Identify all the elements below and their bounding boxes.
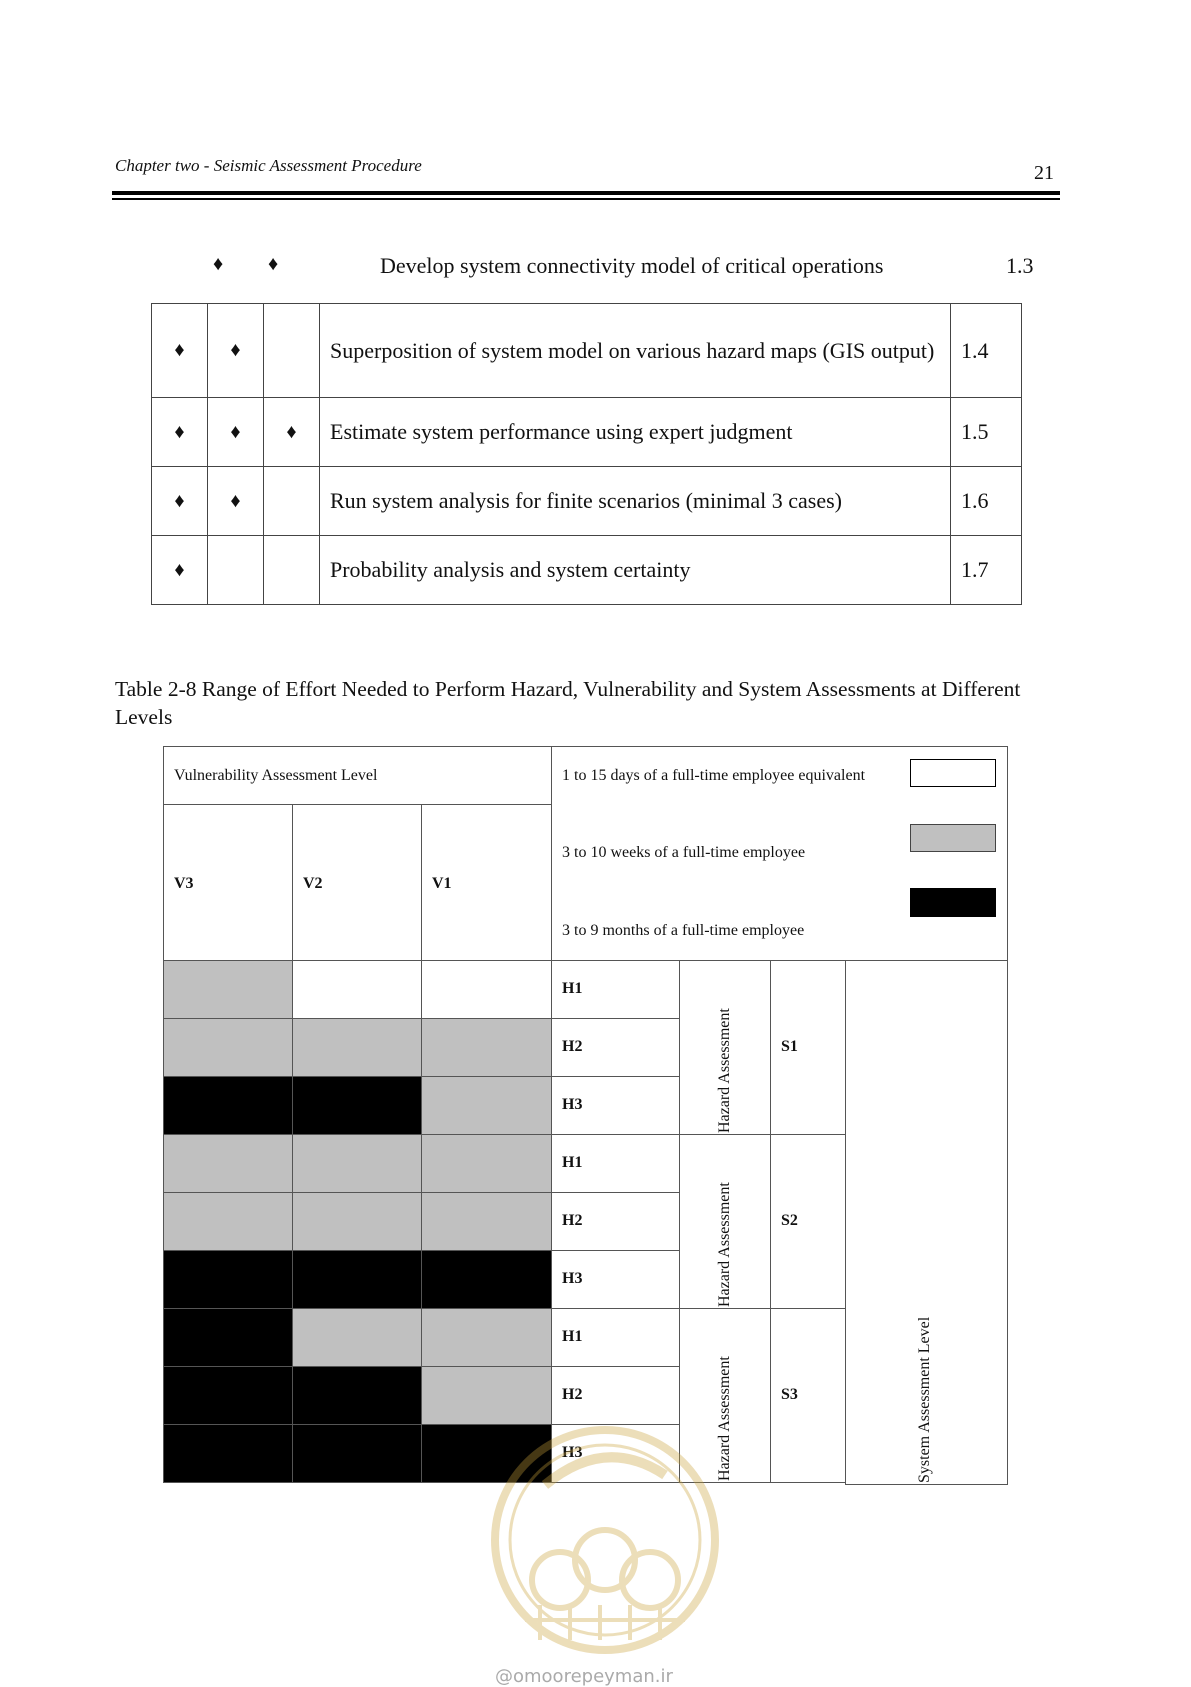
- step-number: 1.7: [951, 536, 1022, 605]
- hazard-assessment-cell: [679, 1134, 771, 1309]
- watermark-logo-icon: [485, 1415, 725, 1655]
- level-header-cell: [292, 804, 422, 961]
- effort-cell-white: [421, 960, 552, 1019]
- hazard-assessment-cell: [679, 960, 771, 1135]
- diamond-marker: ♦: [152, 304, 208, 398]
- hazard-level: H3: [562, 1270, 583, 1287]
- hazard-level-cell: [551, 1192, 680, 1251]
- effort-cell-gray: [163, 1134, 293, 1193]
- level-v2: V2: [303, 875, 323, 892]
- table-caption: Table 2-8 Range of Effort Needed to Perform Hazard, Vulnerability and System Assessments at Different Levels: [115, 677, 1021, 729]
- hazard-level-cell: [551, 1134, 680, 1193]
- effort-cell-black: [163, 1250, 293, 1309]
- effort-cell-black: [292, 1366, 422, 1425]
- diamond-marker: ♦: [208, 467, 264, 536]
- system-level-cell: [770, 1134, 846, 1309]
- hazard-level: H2: [562, 1212, 583, 1229]
- system-level: S2: [781, 1212, 798, 1229]
- vulnerability-header-cell: [163, 746, 552, 805]
- hazard-level: H1: [562, 980, 583, 997]
- legend-swatch-black: [910, 888, 996, 917]
- level-header-cell: [163, 804, 293, 961]
- system-level: S1: [781, 1038, 798, 1055]
- system-level-cell: [770, 1308, 846, 1483]
- running-header: Chapter two - Seismic Assessment Procedure: [115, 156, 422, 175]
- diamond-marker: ♦: [208, 398, 264, 467]
- legend-label: 3 to 9 months of a full-time employee: [562, 922, 805, 939]
- effort-cell-gray: [421, 1076, 552, 1135]
- step-number: 1.4: [951, 304, 1022, 398]
- effort-cell-gray: [163, 1192, 293, 1251]
- step-number: 1.5: [951, 398, 1022, 467]
- legend-cell: [551, 746, 1008, 961]
- effort-cell-gray: [421, 1308, 552, 1367]
- hazard-assessment-label: Hazard Assessment: [716, 1008, 733, 1133]
- effort-cell-gray: [163, 1018, 293, 1077]
- effort-cell-black: [292, 1076, 422, 1135]
- diamond-marker: ♦: [152, 467, 208, 536]
- effort-cell-gray: [421, 1134, 552, 1193]
- hazard-level-cell: [551, 1076, 680, 1135]
- step-description: Run system analysis for finite scenarios (minimal 3 cases): [320, 467, 951, 536]
- effort-cell-gray: [292, 1308, 422, 1367]
- system-assessment-cell: [845, 960, 1008, 1485]
- legend-swatch-gray: [910, 824, 996, 852]
- hazard-level-cell: [551, 1250, 680, 1309]
- diamond-marker: ♦: [152, 398, 208, 467]
- page-number: 21: [1034, 162, 1054, 184]
- diamond-marker: ♦: [152, 536, 208, 605]
- effort-cell-gray: [421, 1192, 552, 1251]
- step-description: Superposition of system model on various hazard maps (GIS output): [320, 304, 951, 398]
- effort-cell-black: [163, 1424, 293, 1483]
- effort-cell-black: [421, 1250, 552, 1309]
- hazard-level-cell: [551, 960, 680, 1019]
- hazard-level: H1: [562, 1328, 583, 1345]
- hazard-level: H3: [562, 1096, 583, 1113]
- effort-cell-black: [163, 1366, 293, 1425]
- legend-label: 3 to 10 weeks of a full-time employee: [562, 844, 806, 861]
- hazard-level-cell: [551, 1308, 680, 1367]
- effort-cell-gray: [292, 1018, 422, 1077]
- effort-cell-black: [163, 1076, 293, 1135]
- diamond-marker: ♦: [213, 253, 224, 275]
- effort-cell-black: [292, 1250, 422, 1309]
- diamond-marker: ♦: [268, 253, 279, 275]
- level-v1: V1: [432, 875, 452, 892]
- legend-swatch-white: [910, 759, 996, 787]
- level-v3: V3: [174, 875, 194, 892]
- effort-cell-gray: [292, 1134, 422, 1193]
- step-description: Develop system connectivity model of critical operations: [380, 253, 884, 278]
- effort-cell-black: [163, 1308, 293, 1367]
- hazard-assessment-label: Hazard Assessment: [716, 1356, 733, 1481]
- vulnerability-header: Vulnerability Assessment Level: [174, 767, 378, 784]
- hazard-level-cell: [551, 1018, 680, 1077]
- level-header-cell: [421, 804, 552, 961]
- legend-label: 1 to 15 days of a full-time employee equivalent: [562, 767, 866, 784]
- step-description: Estimate system performance using expert judgment: [320, 398, 951, 467]
- step-number: 1.6: [951, 467, 1022, 536]
- effort-cell-gray: [292, 1192, 422, 1251]
- hazard-level: H2: [562, 1386, 583, 1403]
- hazard-assessment-label: Hazard Assessment: [716, 1182, 733, 1307]
- diamond-marker: ♦: [208, 304, 264, 398]
- hazard-level: H1: [562, 1154, 583, 1171]
- system-assessment-label: System Assessment Level: [916, 1316, 933, 1483]
- hazard-level: H3: [562, 1444, 583, 1461]
- diamond-marker: ♦: [264, 398, 320, 467]
- effort-cell-white: [292, 960, 422, 1019]
- effort-cell-gray: [163, 960, 293, 1019]
- hazard-level: H2: [562, 1038, 583, 1055]
- step-number: 1.3: [1006, 253, 1034, 278]
- watermark-site: @omoorepeyman.ir: [495, 1666, 673, 1687]
- system-level-cell: [770, 960, 846, 1135]
- effort-cell-gray: [421, 1018, 552, 1077]
- system-level: S3: [781, 1386, 798, 1403]
- step-description: Probability analysis and system certainty: [320, 536, 951, 605]
- effort-cell-black: [292, 1424, 422, 1483]
